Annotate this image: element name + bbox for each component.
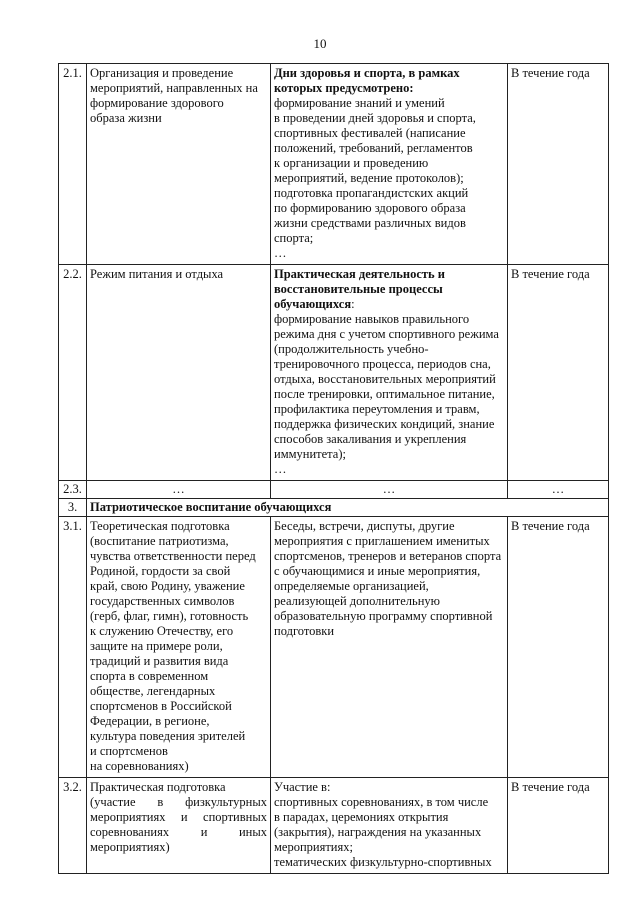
content-line: отдыха, восстановительных мероприятий	[274, 372, 496, 386]
section-row	[59, 499, 609, 517]
table-row	[59, 265, 609, 481]
event-name-line: к служению Отечеству, его	[90, 624, 234, 638]
event-name-line: край, свою Родину, уважение	[90, 579, 245, 593]
event-name-line: соревнованиях и иных	[90, 825, 267, 839]
row-number: 2.2.	[59, 265, 87, 481]
content-line: спортивных соревнованиях, в том числе	[274, 795, 489, 809]
section-number: 3.	[59, 499, 87, 517]
content-line: иммунитета);	[274, 447, 346, 461]
content-line: режима дня с учетом спортивного режима	[274, 327, 499, 341]
content-line: формирование навыков правильного	[274, 312, 470, 326]
content-line: жизни средствами различных видов	[274, 216, 466, 230]
content-heading-line: Дни здоровья и спорта, в рамках	[274, 66, 460, 80]
content-heading-line: Практическая деятельность и	[274, 267, 445, 281]
event-name-line: (воспитание патриотизма,	[90, 534, 229, 548]
content-line: положений, требований, регламентов	[274, 141, 473, 155]
event-name-line: на соревнованиях)	[90, 759, 189, 773]
event-name-line: государственных символов	[90, 594, 235, 608]
content-line: …	[274, 246, 287, 260]
content-line: к организации и проведению	[274, 156, 429, 170]
content-line: способов закаливания и укрепления	[274, 432, 467, 446]
content-line: Беседы, встречи, диспуты, другие	[274, 519, 455, 533]
event-name-line: и спортсменов	[90, 744, 168, 758]
event-name-line: Режим питания и отдыха	[90, 267, 224, 281]
event-name-line: обществе, легендарных	[90, 684, 216, 698]
content-line: …	[274, 462, 287, 476]
content-line: по формированию здорового образа	[274, 201, 466, 215]
event-name-line: Родиной, гордости за свой	[90, 564, 231, 578]
event-name	[87, 265, 271, 481]
event-term: В течение года	[508, 778, 609, 874]
event-name-line: культура поведения зрителей	[90, 729, 246, 743]
event-name-line: чувства ответственности перед	[90, 549, 256, 563]
content-line: определяемые организацией,	[274, 579, 429, 593]
content-line: образовательную программу спортивной	[274, 609, 493, 623]
content-line: мероприятий, ведение протоколов);	[274, 171, 464, 185]
content-line: спортсменов, тренеров и ветеранов спорта	[274, 549, 502, 563]
event-name-line: спортсменов в Российской	[90, 699, 232, 713]
content-line: поддержка физических кондиций, знание	[274, 417, 495, 431]
event-name-line: мероприятиях)	[90, 840, 170, 854]
event-name: …	[87, 481, 271, 499]
event-content: …	[271, 481, 508, 499]
event-name	[87, 64, 271, 265]
row-number: 3.1.	[59, 517, 87, 778]
event-name-line: формирование здорового	[90, 96, 224, 110]
row-number: 2.3.	[59, 481, 87, 499]
content-line: тематических физкультурно-спортивных	[274, 855, 492, 869]
event-content	[271, 517, 508, 778]
content-line: подготовки	[274, 624, 335, 638]
event-term: В течение года	[508, 517, 609, 778]
event-term: В течение года	[508, 265, 609, 481]
table-row	[59, 64, 609, 265]
event-term: …	[508, 481, 609, 499]
content-heading-colon: :	[351, 297, 355, 311]
content-line: с обучающимися и иные мероприятия,	[274, 564, 481, 578]
content-heading-line	[274, 297, 504, 312]
event-name-line: (герб, флаг, гимн), готовность	[90, 609, 249, 623]
content-line: профилактика переутомления и травм,	[274, 402, 480, 416]
event-name-line: спорта в современном	[90, 669, 209, 683]
event-content	[271, 64, 508, 265]
section-title: Патриотическое воспитание обучающихся	[87, 499, 609, 517]
event-content	[271, 265, 508, 481]
event-content	[271, 778, 508, 874]
event-name-line: традиций и развития вида	[90, 654, 229, 668]
content-line: мероприятиях;	[274, 840, 353, 854]
content-line: тренировочного процесса, периодов сна,	[274, 357, 491, 371]
event-name-line: образа жизни	[90, 111, 162, 125]
content-line: мероприятия с приглашением именитых	[274, 534, 490, 548]
content-line: (продолжительность учебно-	[274, 342, 429, 356]
event-name-line: Практическая подготовка	[90, 780, 226, 794]
content-line: формирование знаний и умений	[274, 96, 445, 110]
event-name-line: Федерации, в регионе,	[90, 714, 210, 728]
event-name-line: защите на примере роли,	[90, 639, 223, 653]
row-number: 3.2.	[59, 778, 87, 874]
event-name-line: Теоретическая подготовка	[90, 519, 230, 533]
content-line: (закрытия), награждения на указанных	[274, 825, 482, 839]
content-line: подготовка пропагандистских акций	[274, 186, 469, 200]
content-line: реализующей дополнительную	[274, 594, 441, 608]
table-row	[59, 481, 609, 499]
event-name	[87, 778, 271, 874]
table-row	[59, 778, 609, 874]
content-line: после тренировки, оптимальное питание,	[274, 387, 495, 401]
event-plan-table	[58, 63, 609, 874]
content-line: спортивных фестивалей (написание	[274, 126, 466, 140]
event-name-line: (участие в физкультурных	[90, 795, 267, 809]
row-number: 2.1.	[59, 64, 87, 265]
event-name-line: Организация и проведение	[90, 66, 234, 80]
content-line: в парадах, церемониях открытия	[274, 810, 449, 824]
content-heading-text: обучающихся	[274, 297, 352, 311]
event-name-line: мероприятий, направленных на	[90, 81, 258, 95]
event-name	[87, 517, 271, 778]
content-heading-line: восстановительные процессы	[274, 282, 443, 296]
content-heading-line: которых предусмотрено:	[274, 81, 414, 95]
page-number: 10	[313, 36, 327, 51]
content-line: Участие в:	[274, 780, 331, 794]
event-name-line: мероприятиях и спортивных	[90, 810, 267, 824]
event-term: В течение года	[508, 64, 609, 265]
content-line: спорта;	[274, 231, 314, 245]
table-row	[59, 517, 609, 778]
content-line: в проведении дней здоровья и спорта,	[274, 111, 476, 125]
